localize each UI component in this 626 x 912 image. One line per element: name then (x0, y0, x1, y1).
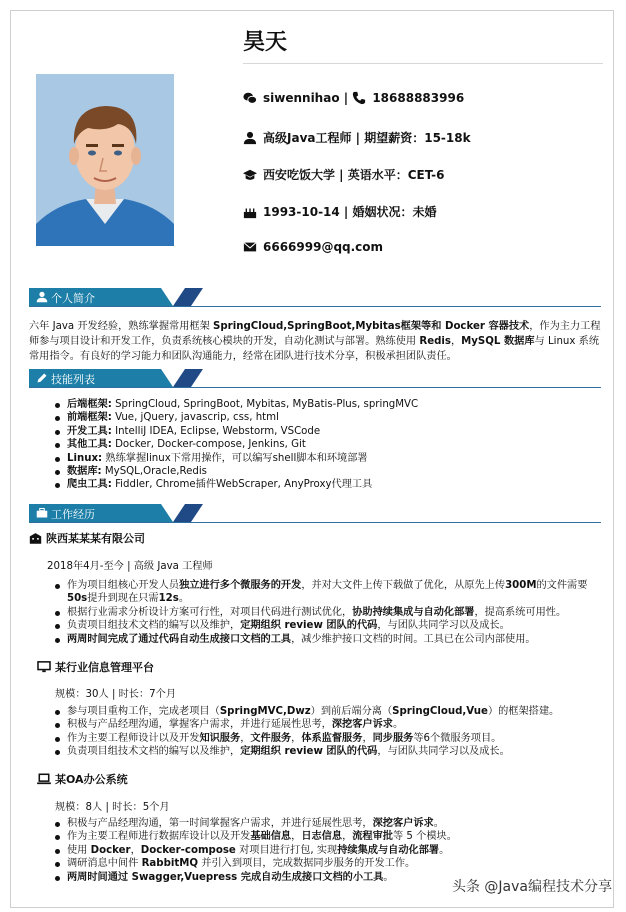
work-list (49, 579, 601, 646)
briefcase-icon (36, 507, 48, 519)
section-divider (29, 387, 601, 388)
separator: | (339, 91, 353, 105)
list-item: 开发工具: IntelliJ IDEA, Eclipse, Webstorm, VSCode (49, 425, 418, 438)
avatar (36, 74, 174, 246)
section-title: 个人简介 (51, 292, 95, 305)
list-item: 参与项目重构工作，完成老项目（SpringMVC,Dwz）到前后端分离（SpringCloud,Vue）的框架搭建。 (49, 705, 559, 718)
list-item: 积极与产品经理沟通，掌握客户需求，并进行延展性思考，深挖客户诉求。 (49, 718, 559, 731)
list-item: 负责项目组技术文档的编写以及维护，定期组织 review 团队的代码，与团队共同学习以及成长。 (49, 619, 601, 632)
job-title: 高级Java工程师 | 期望薪资：15-18k (263, 131, 471, 145)
phone-icon (352, 91, 366, 105)
resume-page (10, 10, 614, 908)
list-item: Linux: 熟练掌握linux下常用操作，可以编写shell脚本和环境部署 (49, 452, 418, 465)
list-item: 后端框架: SpringCloud, SpringBoot, Mybitas, MyBatis-Plus, springMVC (49, 398, 418, 411)
contact-line (243, 91, 464, 105)
laptop-icon (37, 773, 51, 785)
section-divider (29, 522, 601, 523)
user-icon (243, 131, 257, 145)
list-item: 调研消息中间件 RabbitMQ 并引入到项目，完成数据同步服务的开发工作。 (49, 857, 457, 870)
job-line (243, 129, 471, 146)
birth-line (243, 203, 437, 220)
section-profile-header (29, 288, 199, 306)
wechat-icon (243, 91, 257, 105)
education: 西安吃饭大学 | 英语水平：CET-6 (263, 168, 445, 182)
wechat-id: siwennihao (263, 91, 340, 105)
graduation-cap-icon (243, 168, 257, 182)
list-item: 两周时间完成了通过代码自动生成接口文档的工具，减少维护接口文档的时间。工具已在公司内部使用。 (49, 633, 601, 646)
email: 6666999@qq.com (263, 240, 384, 254)
pencil-icon (36, 372, 48, 384)
work-period: 2018年4月-至今 | 高级 Java 工程师 (47, 561, 213, 572)
company-name: 陕西某某某有限公司 (29, 530, 145, 546)
list-item: 数据库: MySQL,Oracle,Redis (49, 465, 418, 478)
list-item: 爬虫工具: Fiddler, Chrome插件WebScraper, AnyProxy代理工具 (49, 478, 418, 491)
project-list (49, 817, 457, 884)
list-item: 两周时间通过 Swagger,Vuepress 完成自动生成接口文档的小工具。 (49, 871, 457, 884)
watermark: 头条 @Java编程技术分享 (451, 879, 612, 895)
birth-info: 1993-10-14 | 婚姻状况：未婚 (263, 205, 437, 219)
project-title: 某OA办公系统 (37, 771, 128, 787)
birthday-cake-icon (243, 205, 257, 219)
list-item: 其他工具: Docker, Docker-compose, Jenkins, Git (49, 438, 418, 451)
list-item: 作为项目组核心开发人员独立进行多个微服务的开发，并对大文件上传下载做了优化，从原先上传300M的文件需要50s提升到现在只需12s。 (49, 579, 601, 606)
profile-text: 六年 Java 开发经验，熟练掌握常用框架 SpringCloud,SpringBoot,Mybitas框架等和 Docker 容器技术，作为主力工程师参与项目设计和开发工作，负责系统核心模块的开发，自动化测试与部署。熟练使用 Redis，MySQL 数据库与 Linux 系统常用指令。有良好的学习能力和团队沟通能力，经常在团队进行技术分享，积极承担团队责任。 (29, 321, 601, 362)
list-item: 作为主要工程师设计以及开发知识服务，文件服务，体系监督服务，同步服务等6个微服务项目。 (49, 732, 559, 745)
project-meta: 规模：8人 | 时长：5个月 (55, 802, 170, 813)
user-icon (36, 291, 48, 303)
list-item: 作为主要工程师进行数据库设计以及开发基础信息，日志信息，流程审批等 5 个模块。 (49, 830, 457, 843)
name-divider (243, 63, 603, 64)
phone-number: 18688883996 (372, 91, 465, 105)
project-list (49, 705, 559, 759)
project-title: 某行业信息管理平台 (37, 659, 154, 675)
list-item: 前端框架: Vue, jQuery, javascrip, css, html (49, 411, 418, 424)
section-title: 工作经历 (51, 508, 95, 521)
list-item: 使用 Docker，Docker-compose 对项目进行打包, 实现持续集成与自动化部署。 (49, 844, 457, 857)
email-line (243, 240, 383, 254)
candidate-name: 昊天 (243, 30, 288, 55)
section-skills-header (29, 369, 199, 387)
list-item: 负责项目组技术文档的编写以及维护，定期组织 review 团队的代码，与团队共同学习以及成长。 (49, 745, 559, 758)
section-work-header (29, 504, 199, 522)
section-title: 技能列表 (51, 373, 95, 386)
monitor-icon (37, 661, 51, 673)
skills-list (49, 398, 418, 492)
education-line (243, 166, 445, 183)
building-icon (29, 532, 42, 544)
list-item: 根据行业需求分析设计方案可行性，对项目代码进行测试优化，协助持续集成与自动化部署，提高系统可用性。 (49, 606, 601, 619)
section-divider (29, 306, 601, 307)
project-meta: 规模：30人 | 时长：7个月 (55, 689, 177, 700)
list-item: 积极与产品经理沟通，第一时间掌握客户需求，并进行延展性思考，深挖客户诉求。 (49, 817, 457, 830)
envelope-icon (243, 240, 257, 254)
